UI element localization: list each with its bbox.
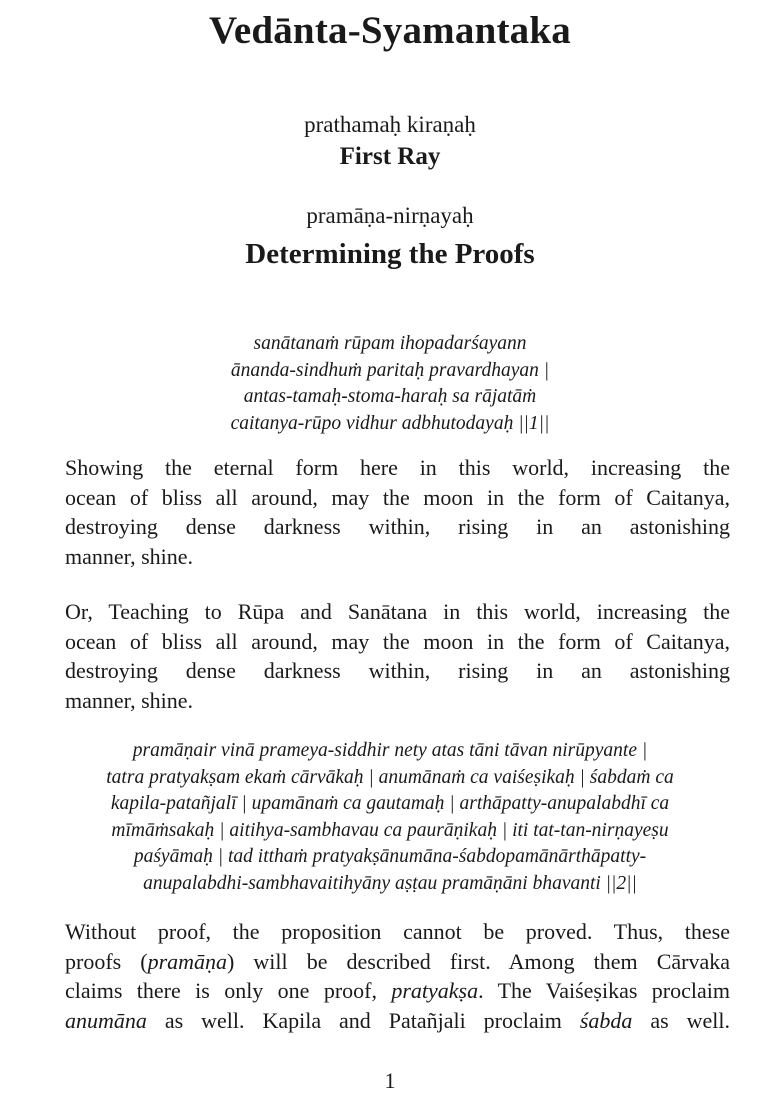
- ray-heading-sanskrit: prathamaḥ kiraṇaḥ: [304, 112, 476, 137]
- paragraph-line: ocean of bliss all around, may the moon in the form of Caitanya,: [65, 484, 730, 510]
- paragraph-line: destroying dense darkness within, rising in an astonishing: [65, 658, 730, 683]
- book-title: Vedānta-Syamantaka: [209, 9, 571, 52]
- verse-1: [60, 331, 720, 437]
- ray-heading-english: First Ray: [339, 143, 441, 170]
- verse-line: mīmāṁsakaḥ | aitihya-sambhavau ca paurāṇikaḥ | iti tat-tan-nirṇayeṣu: [111, 819, 669, 841]
- verse-line: paśyāmaḥ | tad itthaṁ pratyakṣānumāna-śabdopamānārthāpatty-: [133, 846, 647, 867]
- paragraph-line: manner, shine.: [65, 543, 194, 569]
- paragraph-line: Without proof, the proposition cannot be proved. Thus, these: [65, 919, 730, 944]
- paragraph-line: manner, shine.: [65, 687, 194, 713]
- paragraph-line: ocean of bliss all around, may the moon in the form of Caitanya,: [65, 628, 730, 654]
- translation-paragraph-1: [65, 453, 730, 571]
- verse-line: sanātanaṁ rūpam ihopadarśayann: [253, 333, 527, 354]
- verse-line: caitanya-rūpo vidhur adbhutodayaḥ ||1||: [230, 412, 550, 434]
- paragraph-line: Showing the eternal form here in this world, increasing the: [65, 455, 730, 480]
- paragraph-line: Or, Teaching to Rūpa and Sanātana in this world, increasing the: [65, 599, 730, 624]
- verse-line: kapila-patañjalī | upamānaṁ ca gautamaḥ | arthāpatty-anupalabdhī ca: [110, 793, 670, 814]
- paragraph-line: claims there is only one proof, pratyakṣa. The Vaiśeṣikas proclaim: [65, 978, 730, 1003]
- verse-line: ānanda-sindhuṁ paritaḥ pravardhayan |: [230, 359, 550, 381]
- verse-2: [60, 738, 720, 897]
- page-number: 1: [384, 1068, 396, 1093]
- translation-paragraph-2: [65, 597, 730, 715]
- paragraph-line: destroying dense darkness within, rising in an astonishing: [65, 514, 730, 539]
- verse-line: anupalabdhi-sambhavaitihyāny aṣṭau pramāṇāni bhavanti ||2||: [143, 872, 637, 894]
- verse-line: antas-tamaḥ-stoma-haraḥ sa rājatāṁ: [243, 386, 537, 407]
- translation-paragraph-3: [65, 917, 730, 1035]
- paragraph-line: anumāna as well. Kapila and Patañjali proclaim śabda as well.: [65, 1007, 731, 1033]
- verse-line: pramāṇair vinā prameya-siddhir nety atas tāni tāvan nirūpyante |: [132, 740, 648, 761]
- chapter-heading-sanskrit: pramāṇa-nirṇayaḥ: [306, 203, 474, 228]
- verse-line: tatra pratyakṣam ekaṁ cārvākaḥ | anumānaṁ ca vaiśeṣikaḥ | śabdaṁ ca: [106, 766, 674, 788]
- chapter-heading-english: Determining the Proofs: [245, 238, 535, 270]
- paragraph-line: proofs (pramāṇa) will be described first. Among them Cārvaka: [65, 948, 730, 974]
